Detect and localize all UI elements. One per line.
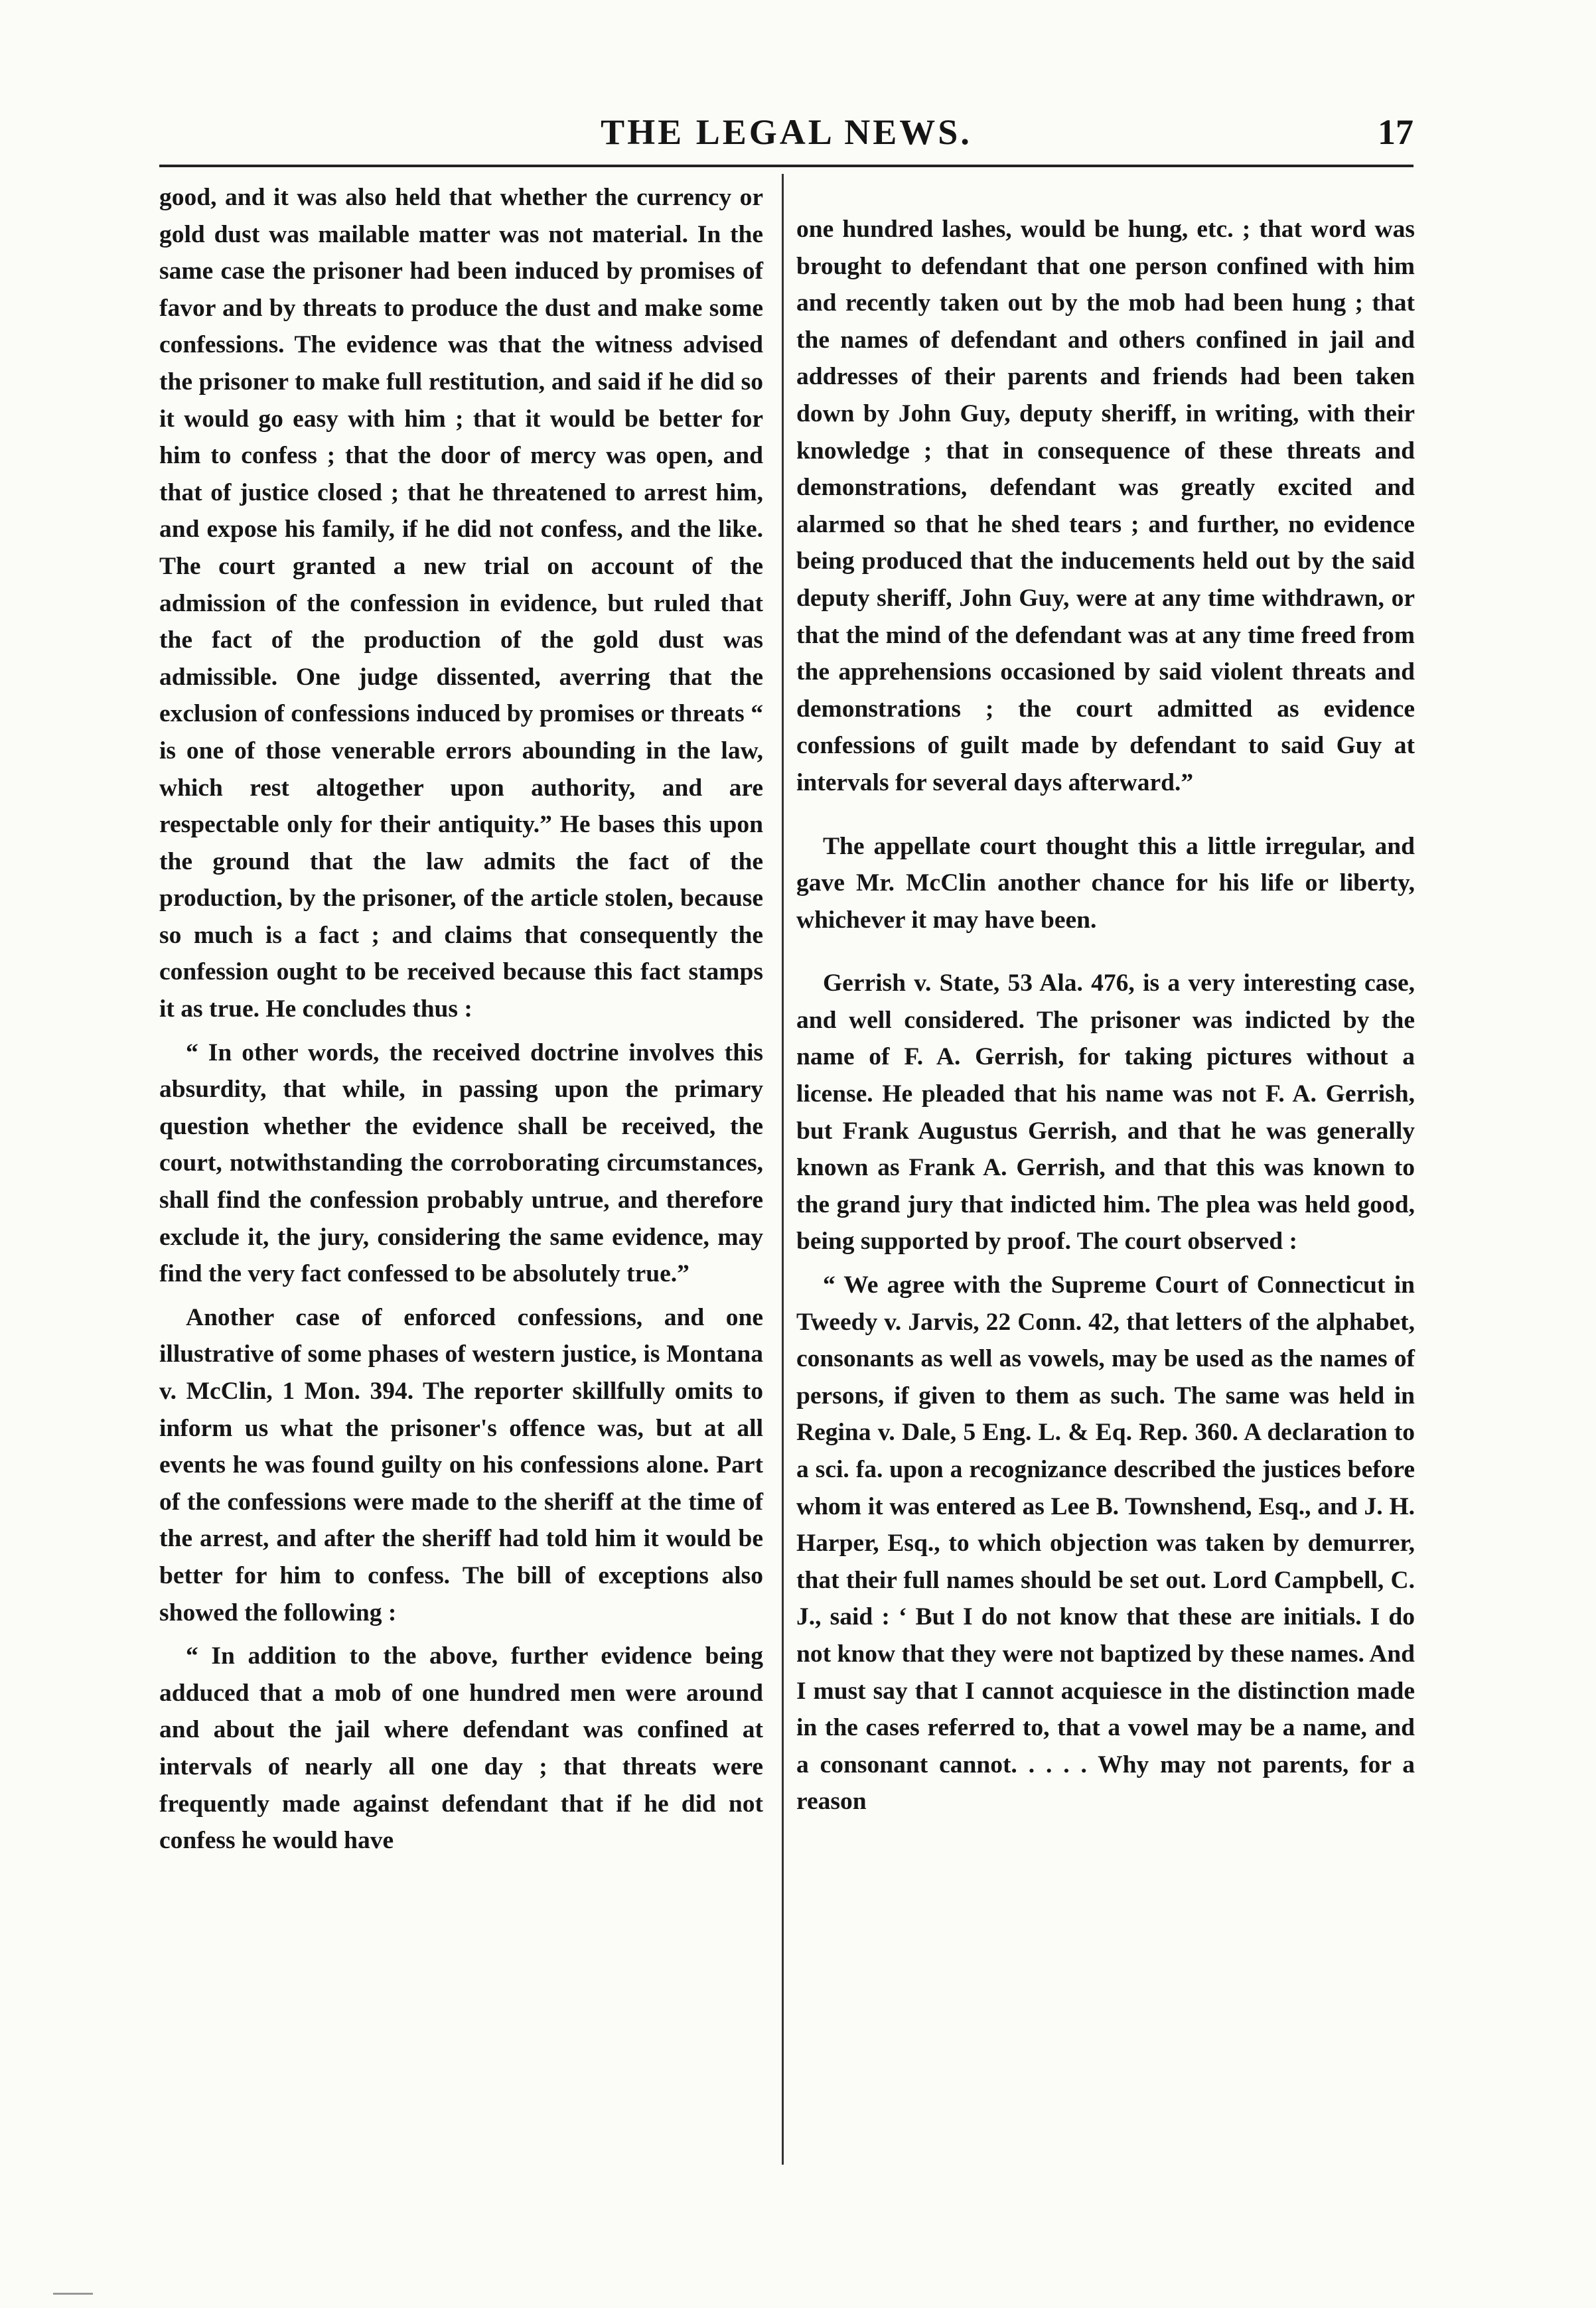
running-head: THE LEGAL NEWS. [601, 112, 972, 152]
left-column [159, 179, 763, 1859]
paragraph: good, and it was also held that whether the currency or gold dust was mailable matter was not material. In the same case the prisoner had been induced by promises of favor and by threats to produce the dust and make some confessions. The evidence was that the witness advised the prisoner to make full restitution, and said if he did so it would go easy with him ; that it would be better for him to confess ; that the door of mercy was open, and that of justice closed ; that he threatened to arrest him, and expose his family, if he did not confess, and the like. The court granted a new trial on account of the admission of the confession in evidence, but ruled that the fact of the production of the gold dust was admissible. One judge dissented, averring that the exclusion of confessions induced by promises or threats “ is one of those venerable errors abounding in the law, which rest altogether upon authority, and are respectable only for their antiquity.” He bases this upon the ground that the law admits the fact of the production, by the prisoner, of the article stolen, because so much is a fact ; and claims that consequently the confession ought to be received because this fact stamps it as true. He concludes thus : [159, 184, 763, 1023]
paragraph: The appellate court thought this a little irregular, and gave Mr. McClin another chance for his life or liberty, whichever it may have been. [796, 832, 1415, 934]
paragraph: one hundred lashes, would be hung, etc. ; that word was brought to defendant that one person confined with him and recently taken out by the mob had been hung ; that the names of defendant and others confined in jail and addresses of their parents and friends had been taken down by John Guy, deputy sheriff, in writing, with their knowledge ; that in consequence of these threats and demonstrations, defendant was greatly excited and alarmed so that he shed tears ; and further, no evidence being produced that the inducements held out by the said deputy sheriff, John Guy, were at any time withdrawn, or that the mind of the defendant was at any time freed from the apprehensions occasioned by said violent threats and demonstrations ; the court admitted as evidence confessions of guilt made by defendant to said Guy at intervals for several days afterward.” [796, 216, 1415, 796]
header-rule [159, 165, 1414, 167]
quoted-paragraph: “ We agree with the Supreme Court of Connecticut in Tweedy v. Jarvis, 22 Conn. 42, that letters of the alphabet, consonants as well as vowels, may be used as the names of persons, if given to them as such. The same was held in Regina v. Dale, 5 Eng. L. & Eq. Rep. 360. A declaration to a sci. fa. upon a recognizance described the justices before whom it was entered as Lee B. Townshend, Esq., and J. H. Harper, Esq., to which objection was taken by demurrer, that their full names should be set out. Lord Campbell, C. J., said : ‘ But I do not know that these are initials. I do not know that they were not baptized by these names. And I must say that I cannot acquiesce in the distinction made in the cases referred to, that a vowel may be a name, and a consonant cannot. . . . . Why may not parents, for a reason [796, 1271, 1415, 1816]
quoted-paragraph: “ In other words, the received doctrine involves this absurdity, that while, in passing upon the primary question whether the evidence shall be received, the court, notwithstanding the corroborating circumstances, shall find the confession probably untrue, and therefore exclude it, the jury, considering the same evidence, may find the very fact confessed to be absolutely true.” [159, 1039, 763, 1288]
right-column [796, 211, 1415, 1820]
page-number: 17 [1378, 112, 1414, 152]
scan-mark [53, 2293, 93, 2295]
paragraph: Another case of enforced confessions, and one illustrative of some phases of western justice, is Montana v. McClin, 1 Mon. 394. The reporter skillfully omits to inform us what the prisoner's offence was, but at all events he was found guilty on his confessions alone. Part of the confessions were made to the sheriff at the time of the arrest, and after the sheriff had told him it would be better for him to confess. The bill of exceptions also showed the following : [159, 1303, 763, 1626]
paragraph: Gerrish v. State, 53 Ala. 476, is a very interesting case, and well considered. The prisoner was indicted by the name of F. A. Gerrish, for taking pictures without a license. He pleaded that his name was not F. A. Gerrish, but Frank Augustus Gerrish, and that he was generally known as Frank A. Gerrish, and that this was known to the grand jury that indicted him. The plea was held good, being supported by proof. The court observed : [796, 970, 1415, 1256]
quoted-paragraph: “ In addition to the above, further evidence being adduced that a mob of one hundred men were around and about the jail where defendant was confined at intervals of nearly all one day ; that threats were frequently made against defendant that if he did not confess he would have [159, 1642, 763, 1855]
page-header [159, 100, 1414, 166]
column-divider [782, 174, 784, 2165]
